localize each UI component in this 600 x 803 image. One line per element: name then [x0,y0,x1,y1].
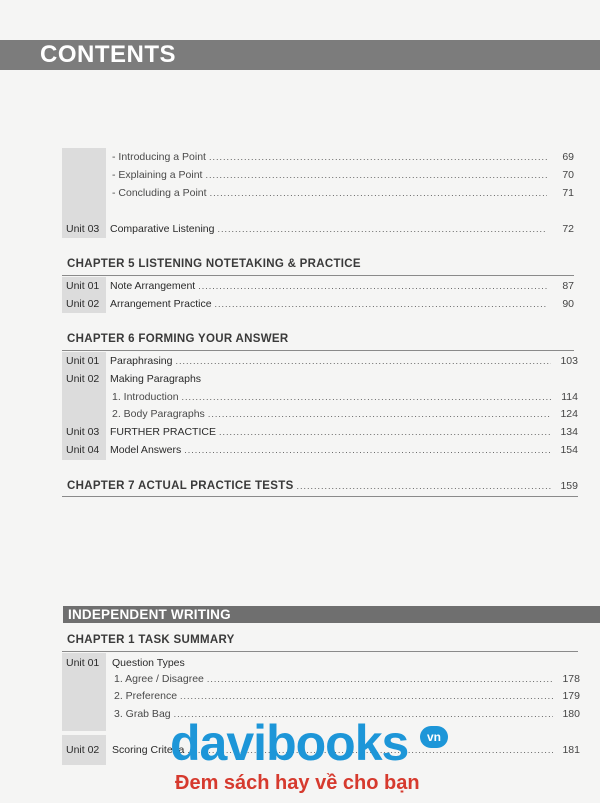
unit-label: Unit 02 [66,298,100,310]
logo-slogan: Đem sách hay về cho bạn [175,772,420,794]
leader-dots [207,671,553,687]
toc-entry-page: 72 [562,223,574,235]
toc-entry-page: 90 [562,298,574,310]
chapter-rule [62,496,578,497]
toc-entry-page: 181 [562,744,580,756]
toc-entry[interactable] [112,185,574,201]
toc-entry-text: Making Paragraphs [110,373,202,385]
leader-dots [198,278,547,294]
logo-brand-b: books [266,715,409,771]
toc-entry-text: 2. Body Paragraphs [112,408,205,420]
toc-entry[interactable] [112,406,578,422]
toc-entry[interactable] [110,221,574,237]
toc-entry-page: 180 [562,708,580,720]
unit-label: Unit 03 [66,223,100,235]
toc-entry[interactable] [110,442,578,458]
toc-entry-page: 114 [561,391,578,403]
toc-entry[interactable] [110,353,578,369]
leader-dots [219,424,551,440]
unit-label: Unit 03 [66,426,100,438]
toc-entry-text: 1. Agree / Disagree [114,673,204,685]
toc-entry-page: 69 [562,151,574,163]
chapter-heading: CHAPTER 7 ACTUAL PRACTICE TESTS [67,480,294,492]
toc-entry-text: 3. Grab Bag [114,708,171,720]
toc-entry[interactable] [114,671,580,687]
leader-dots [205,167,547,183]
toc-entry-page: 124 [560,408,578,420]
toc-entry-text: - Concluding a Point [112,187,207,199]
logo-vn-badge: vn [420,726,448,748]
leader-dots [184,442,551,458]
leader-dots [182,389,551,405]
toc-entry-page: 154 [560,444,578,456]
toc-entry-text: Model Answers [110,444,182,456]
toc-entry-page: 159 [560,480,578,492]
chapter-heading: CHAPTER 5 LISTENING NOTETAKING & PRACTICE [67,258,361,270]
leader-dots [215,296,547,312]
chapter-rule [62,651,578,652]
unit-label: Unit 01 [66,355,100,367]
unit-shade-block1 [62,148,106,204]
leader-dots [208,406,551,422]
toc-entry-page: 178 [562,673,580,685]
toc-entry-text: Comparative Listening [110,223,215,235]
leader-dots [180,688,553,704]
leader-dots [209,149,547,165]
toc-entry-text: - Explaining a Point [112,169,203,181]
toc-entry[interactable] [67,478,578,494]
toc-entry-text: FURTHER PRACTICE [110,426,216,438]
toc-entry-page: 103 [560,355,578,367]
toc-entry-text: Paraphrasing [110,355,173,367]
toc-entry[interactable] [110,278,574,294]
leader-dots [217,221,547,237]
toc-entry-text: Arrangement Practice [110,298,212,310]
toc-entry-text: Note Arrangement [110,280,196,292]
toc-entry[interactable] [114,688,580,704]
chapter-heading: CHAPTER 1 TASK SUMMARY [67,634,235,646]
leader-dots [175,353,551,369]
unit-label: Unit 02 [66,744,100,756]
davibooks-logo [170,715,409,771]
toc-entry-text: - Introducing a Point [112,151,206,163]
leader-dots [297,478,551,494]
toc-entry[interactable] [112,655,578,671]
chapter-rule [62,275,574,276]
logo-brand-a: davi [170,715,267,771]
toc-entry[interactable] [112,389,578,405]
toc-entry[interactable] [112,167,574,183]
section-title: INDEPENDENT WRITING [68,607,231,622]
leader-dots [210,185,547,201]
page-title: CONTENTS [40,41,176,68]
unit-label: Unit 04 [66,444,100,456]
toc-entry-page: 70 [562,169,574,181]
unit-label: Unit 02 [66,373,100,385]
toc-entry[interactable] [110,424,578,440]
toc-entry[interactable] [112,149,574,165]
toc-entry-page: 134 [560,426,578,438]
toc-entry-text: Scoring Criteria [112,744,185,756]
toc-entry[interactable] [110,371,578,387]
toc-entry[interactable] [110,296,574,312]
toc-entry-page: 71 [562,187,574,199]
unit-label: Unit 01 [66,657,100,669]
toc-entry-text: Question Types [112,657,185,669]
toc-entry-page: 87 [562,280,574,292]
toc-entry-text: 1. Introduction [112,391,179,403]
toc-entry-page: 179 [562,690,580,702]
chapter-heading: CHAPTER 6 FORMING YOUR ANSWER [67,333,289,345]
chapter-rule [62,350,574,351]
toc-entry-text: 2. Preference [114,690,178,702]
unit-label: Unit 01 [66,280,100,292]
